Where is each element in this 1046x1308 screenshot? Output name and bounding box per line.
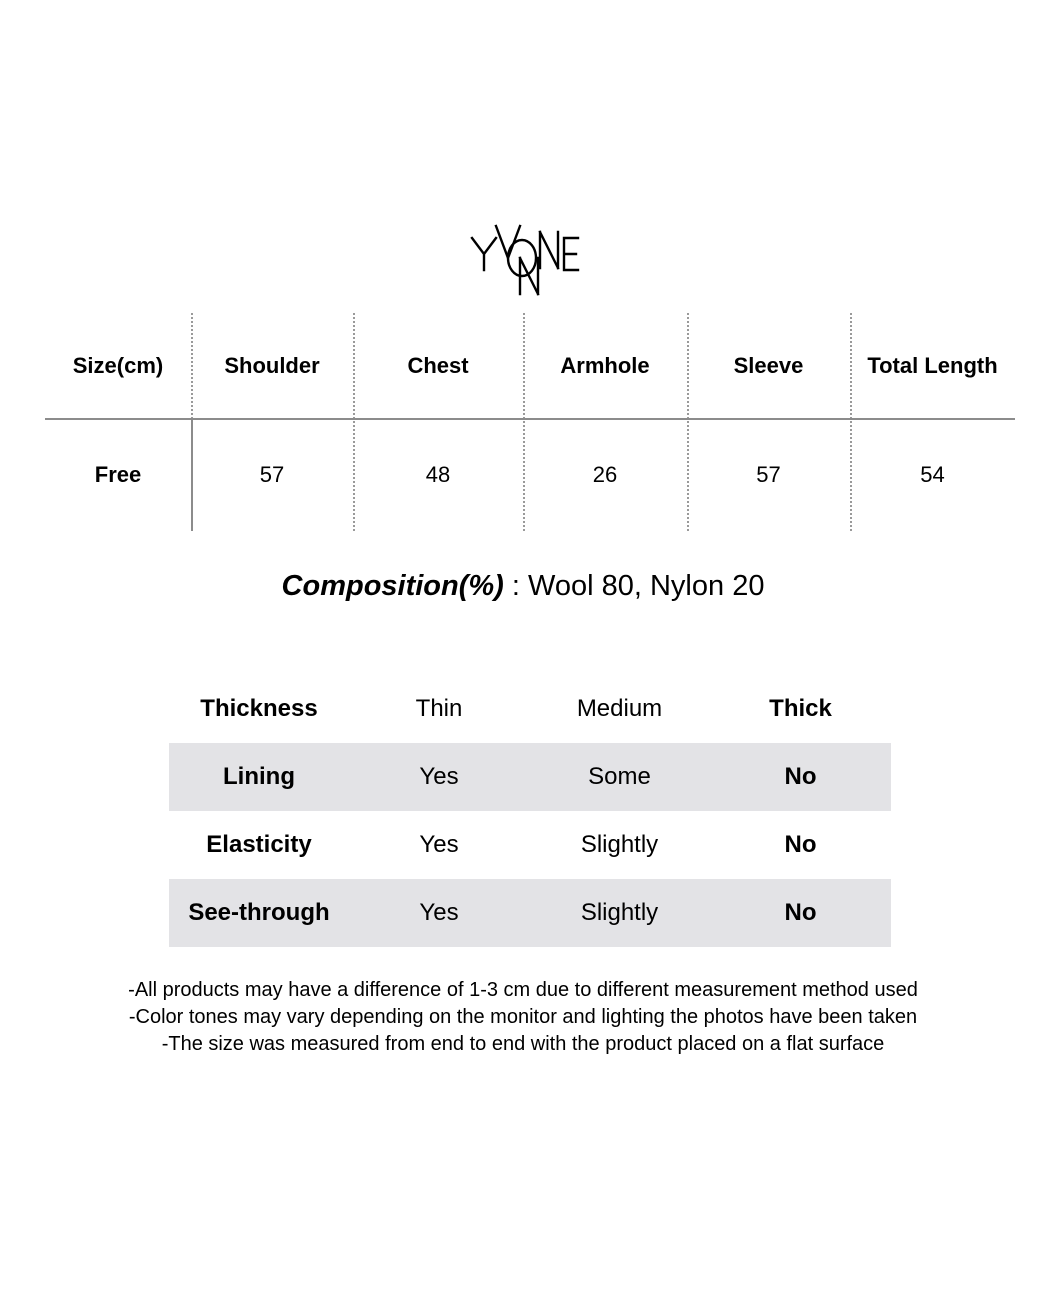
attribute-label: Thickness bbox=[200, 695, 318, 722]
attribute-label: See-through bbox=[188, 899, 330, 926]
fabric-row-lining bbox=[169, 743, 891, 811]
size-table-header bbox=[45, 313, 1015, 418]
brand-logo-mark bbox=[460, 218, 600, 300]
option: Medium bbox=[576, 695, 663, 722]
size-free: Free bbox=[94, 461, 142, 487]
option: Slightly bbox=[580, 899, 659, 926]
value-shoulder: 57 bbox=[259, 461, 285, 487]
note-line: -The size was measured from end to end with the product placed on a flat surface bbox=[161, 1033, 885, 1055]
option: Yes bbox=[419, 763, 459, 790]
value-chest: 48 bbox=[425, 461, 451, 487]
disclaimer-notes bbox=[0, 977, 1046, 1058]
composition-value: Wool 80, Nylon 20 bbox=[528, 570, 765, 602]
option-selected: No bbox=[784, 763, 817, 790]
brand-logo bbox=[460, 218, 600, 300]
value-sleeve: 57 bbox=[756, 461, 781, 487]
composition bbox=[0, 570, 1046, 603]
fabric-row-thickness bbox=[169, 675, 891, 743]
header-total-length: Total Length bbox=[867, 352, 998, 378]
fabric-row-see-through bbox=[169, 879, 891, 947]
option-selected: No bbox=[784, 831, 817, 858]
fabric-table bbox=[169, 675, 891, 947]
note-line: -All products may have a difference of 1-3 cm due to different measurement method used bbox=[128, 979, 918, 1001]
header-armhole: Armhole bbox=[560, 352, 650, 378]
value-armhole: 26 bbox=[592, 461, 618, 487]
header-sleeve: Sleeve bbox=[733, 352, 804, 378]
option: Some bbox=[588, 763, 651, 790]
size-table bbox=[45, 313, 1015, 531]
composition-label: Composition(%) bbox=[281, 570, 504, 602]
option-selected: Thick bbox=[769, 695, 832, 722]
note-line: -Color tones may vary depending on the monitor and lighting the photos have been taken bbox=[128, 1006, 918, 1028]
option: Slightly bbox=[580, 831, 659, 858]
value-total-length: 54 bbox=[920, 461, 945, 487]
option: Yes bbox=[419, 899, 459, 926]
header-chest: Chest bbox=[407, 352, 469, 378]
attribute-label: Lining bbox=[223, 763, 295, 790]
table-row bbox=[45, 418, 1015, 531]
attribute-label: Elasticity bbox=[206, 831, 312, 858]
option: Yes bbox=[419, 831, 459, 858]
header-shoulder: Shoulder bbox=[224, 352, 320, 378]
header-size: Size(cm) bbox=[72, 352, 164, 378]
option-selected: No bbox=[784, 899, 817, 926]
option: Thin bbox=[415, 695, 463, 722]
fabric-row-elasticity bbox=[169, 811, 891, 879]
composition-separator: : bbox=[503, 570, 529, 602]
